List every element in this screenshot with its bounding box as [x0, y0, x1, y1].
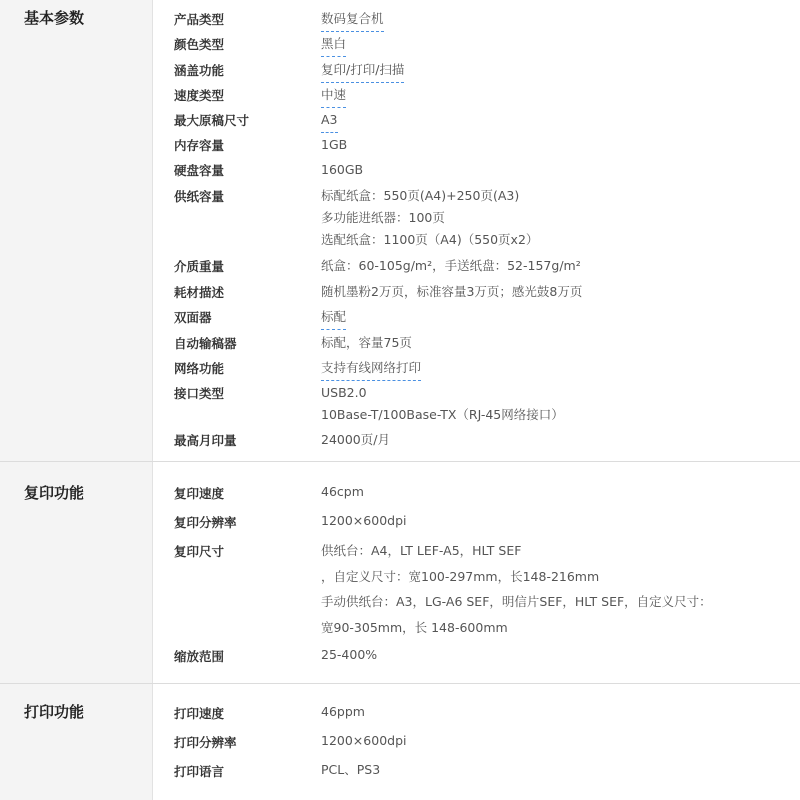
- spec-label: 速度类型: [174, 88, 225, 103]
- spec-value-line: 24000页/月: [321, 432, 390, 447]
- section-title: 打印功能: [24, 703, 85, 721]
- spec-value-line: 160GB: [321, 162, 364, 177]
- spec-value-line: 10Base-T/100Base-TX（RJ-45网络接口）: [321, 407, 564, 422]
- spec-label: 接口类型: [174, 386, 225, 401]
- spec-label: 双面器: [174, 310, 212, 325]
- spec-value: [321, 538, 712, 640]
- spec-value: [321, 429, 390, 451]
- spec-value-line: 1200×600dpi: [321, 733, 407, 748]
- spec-value: [321, 159, 363, 181]
- spec-value: [321, 109, 338, 133]
- spec-label: 介质重量: [174, 259, 225, 274]
- spec-value: [321, 306, 346, 330]
- spec-value: [321, 730, 407, 752]
- spec-value-line: 1200×600dpi: [321, 513, 407, 528]
- spec-value-line[interactable]: 数码复合机: [321, 8, 384, 32]
- spec-label: 耗材描述: [174, 285, 225, 300]
- spec-value: [321, 255, 581, 277]
- spec-label: 内存容量: [174, 138, 225, 153]
- spec-value: [321, 281, 582, 303]
- spec-value: [321, 481, 364, 503]
- spec-label: 颜色类型: [174, 37, 225, 52]
- spec-label: 产品类型: [174, 12, 225, 27]
- spec-value: [321, 759, 380, 781]
- spec-label: 供纸容量: [174, 189, 225, 204]
- spec-label: 打印分辨率: [174, 735, 237, 750]
- spec-value-line: PCL、PS3: [321, 762, 381, 777]
- spec-value-line: USB2.0: [321, 385, 367, 400]
- spec-value: [321, 332, 412, 354]
- spec-label: 硬盘容量: [174, 163, 225, 178]
- section-copy-function: [0, 462, 800, 684]
- spec-value: [321, 382, 564, 426]
- spec-value-line: 46ppm: [321, 704, 365, 719]
- spec-value-line[interactable]: 复印/打印/扫描: [321, 59, 404, 83]
- spec-value-line: 供纸台：A4，LT LEF-A5，HLT SEF: [321, 543, 522, 558]
- spec-value: [321, 185, 538, 251]
- spec-label: 最高月印量: [174, 433, 237, 448]
- spec-label: 网络功能: [174, 361, 225, 376]
- spec-label: 打印速度: [174, 706, 225, 721]
- spec-label: 复印分辨率: [174, 515, 237, 530]
- spec-value-line: 手动供纸台：A3，LG-A6 SEF，明信片SEF，HLT SEF，自定义尺寸：: [321, 594, 712, 609]
- spec-value-line: 宽90-305mm，长 148-600mm: [321, 619, 508, 635]
- section-sidebar: [0, 0, 153, 462]
- spec-label: 打印语言: [174, 764, 225, 779]
- spec-value-line[interactable]: 标配: [321, 306, 346, 330]
- spec-label: 复印速度: [174, 486, 225, 501]
- spec-value-line: 46cpm: [321, 484, 364, 499]
- spec-value: [321, 8, 384, 32]
- spec-value-line: 纸盒：60-105g/m²，手送纸盘：52-157g/m²: [321, 258, 581, 273]
- spec-value: [321, 33, 346, 57]
- spec-value-line[interactable]: 黑白: [321, 33, 346, 57]
- spec-value-line: 标配纸盒：550页(A4)+250页(A3): [321, 188, 520, 203]
- spec-value-line[interactable]: 支持有线网络打印: [321, 357, 421, 381]
- spec-value: [321, 134, 347, 156]
- section-title: 复印功能: [24, 484, 85, 502]
- section-title: 基本参数: [24, 9, 85, 27]
- spec-value-line: 选配纸盒：1100页（A4)（550页x2）: [321, 232, 539, 247]
- spec-value: [321, 644, 377, 666]
- spec-value: [321, 357, 421, 381]
- spec-value-line: 多功能进纸器：100页: [321, 210, 445, 225]
- spec-label: 缩放范围: [174, 649, 225, 664]
- section-print-function: [0, 684, 800, 800]
- spec-value-line: 标配，容量75页: [321, 335, 412, 350]
- spec-value-line: ，自定义尺寸：宽100-297mm，长148-216mm: [321, 568, 600, 584]
- spec-label: 自动输稿器: [174, 336, 237, 351]
- spec-value: [321, 701, 365, 723]
- spec-value-line[interactable]: 中速: [321, 84, 346, 108]
- spec-value-line: 1GB: [321, 137, 348, 152]
- spec-value: [321, 84, 346, 108]
- spec-label: 涵盖功能: [174, 63, 225, 78]
- spec-value: [321, 510, 407, 532]
- spec-value-line[interactable]: A3: [321, 109, 338, 133]
- spec-label: 复印尺寸: [174, 544, 225, 559]
- spec-label: 最大原稿尺寸: [174, 113, 250, 128]
- spec-value: [321, 59, 404, 83]
- spec-value-line: 25-400%: [321, 647, 378, 662]
- spec-value-line: 随机墨粉2万页，标准容量3万页；感光鼓8万页: [321, 284, 583, 299]
